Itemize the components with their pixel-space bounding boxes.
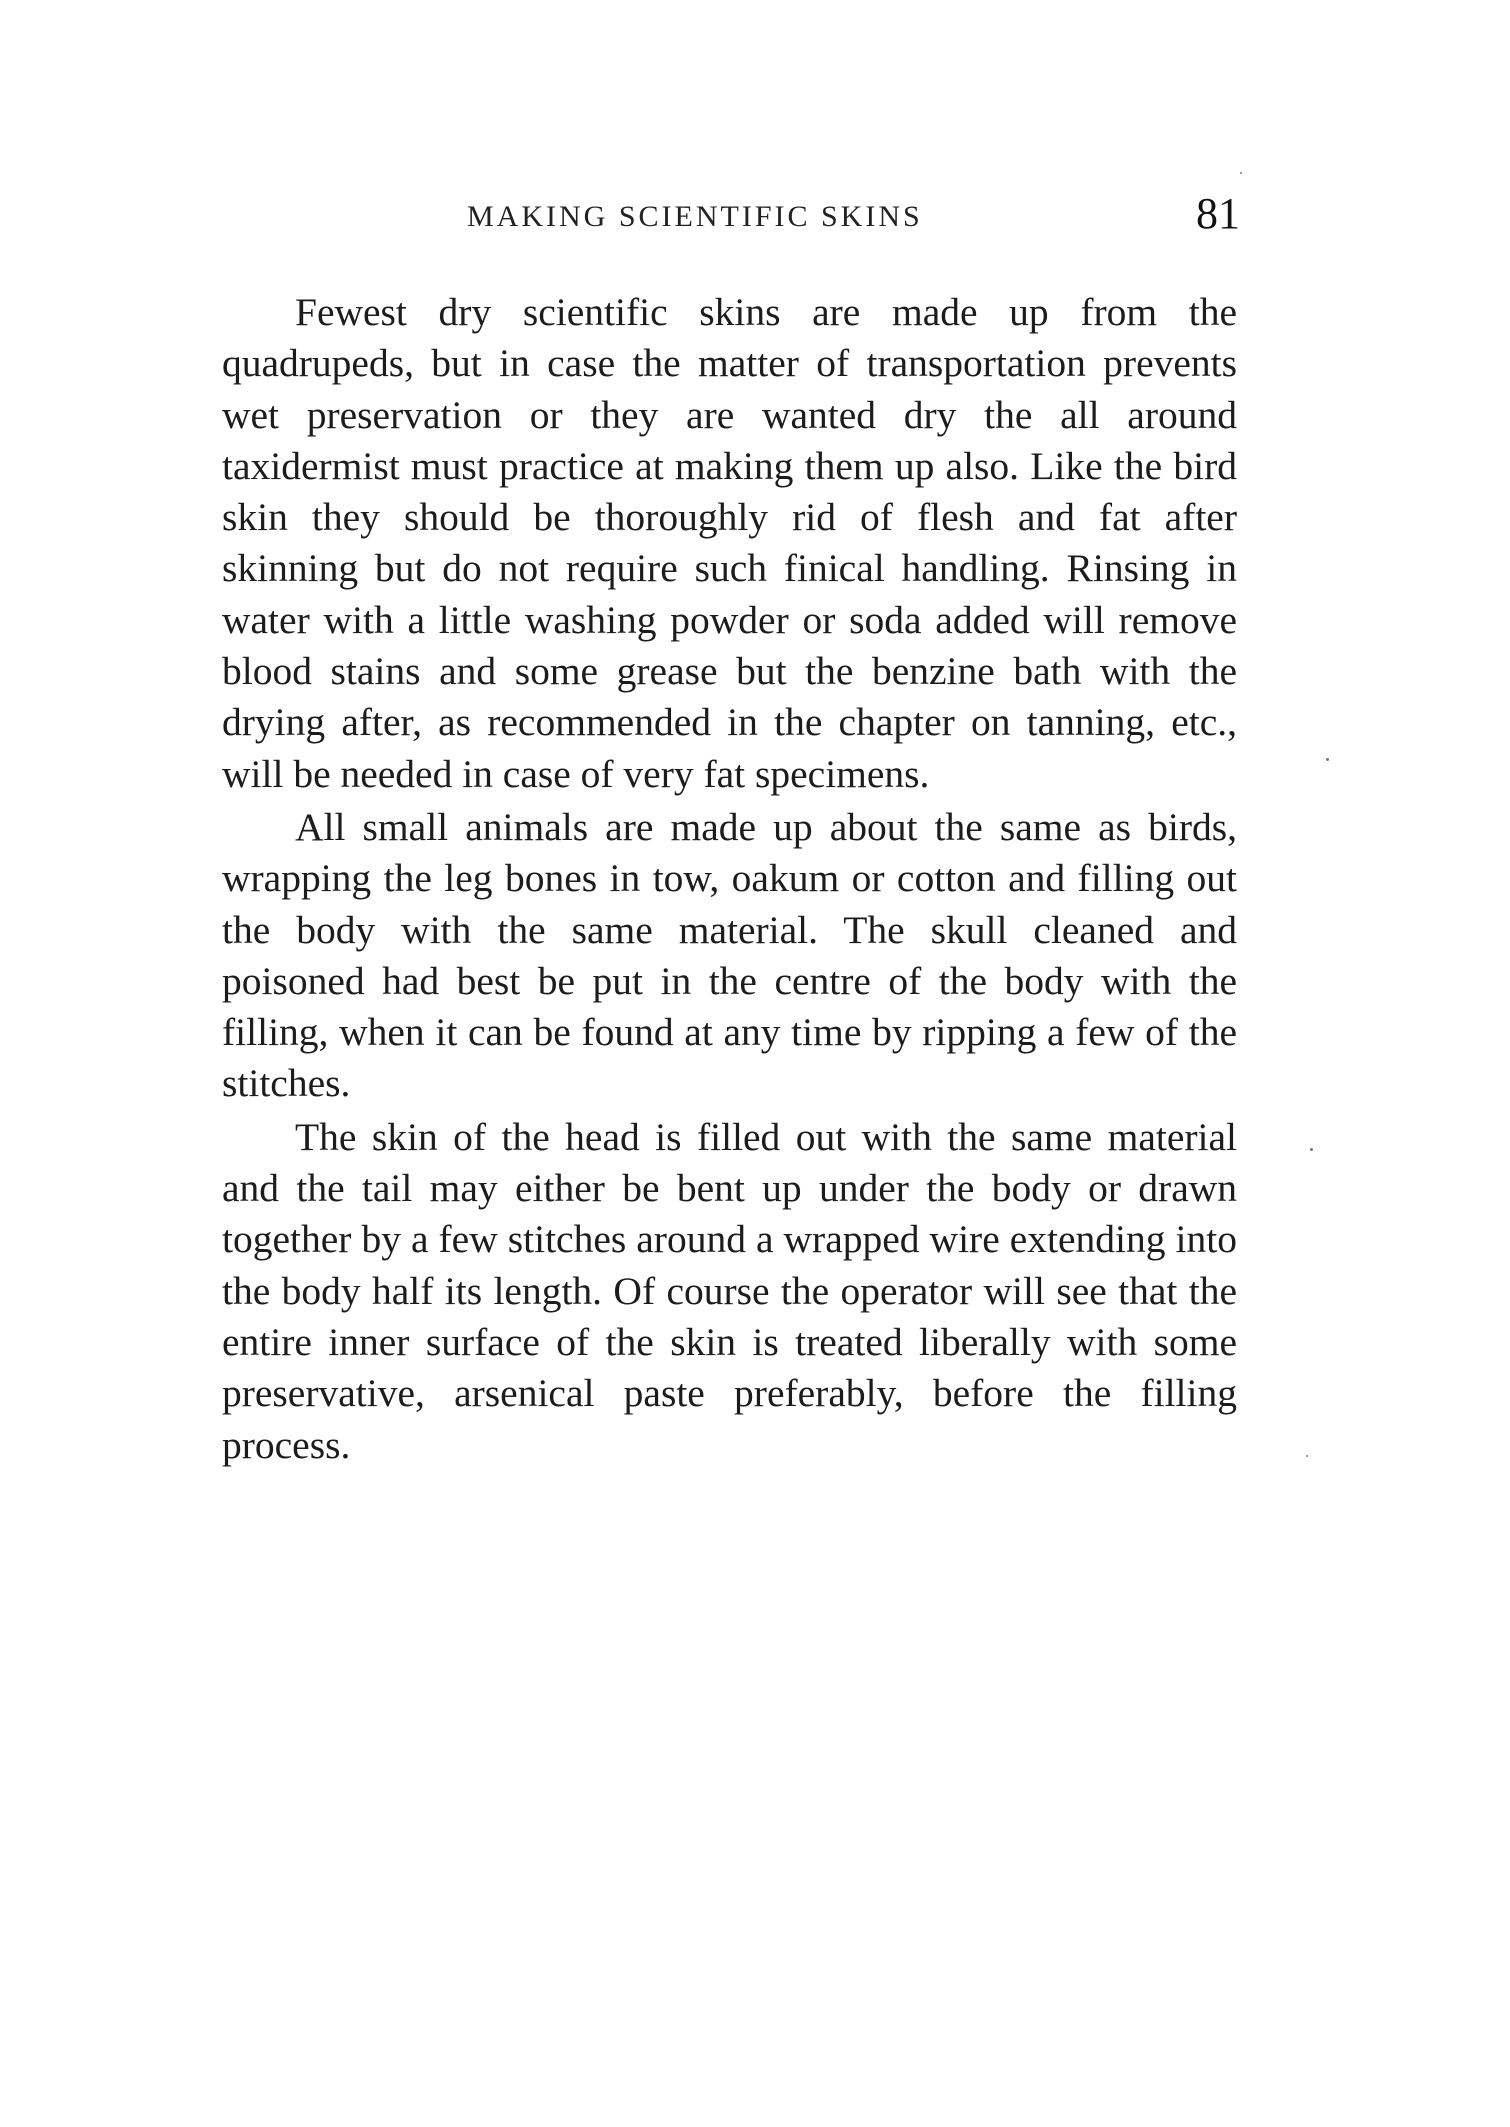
scan-speck xyxy=(1310,1148,1313,1151)
running-header xyxy=(222,188,1240,248)
page-number: 81 xyxy=(1196,189,1240,238)
paragraph-head-and-tail: The skin of the head is filled out with the same material and the tail may either be bent up under the body or drawn together by a few stitches around a wrapped wire extending into the body half its length. Of course the operator will see that the entire inner surface of the skin is treated liberally with some preservative, arsenical paste preferably, before the filling process. xyxy=(222,1114,1237,1467)
body-text xyxy=(222,287,1237,1473)
paragraph-small-animals: All small animals are made up about the same as birds, wrapping the leg bones in tow, oakum or cotton and filling out the body with the same material. The skull cleaned and poisoned had best be put in the centre of the body with the filling, when it can be found at any time by ripping a few of the stitches. xyxy=(222,804,1237,1106)
paragraph-quadruped-skins: Fewest dry scientific skins are made up from the quadrupeds, but in case the matter of transportation prevents wet preservation or they are wanted dry the all around taxidermist must practice at making them up also. Like the bird skin they should be thoroughly rid of flesh and fat after skinning but do not require such finical handling. Rinsing in water with a little washing powder or soda added will remove blood stains and some grease but the benzine bath with the drying after, as recommended in the chapter on tanning, etc., will be needed in case of very fat specimens. xyxy=(222,290,1237,796)
scan-speck xyxy=(1306,1455,1308,1457)
scan-speck xyxy=(1240,172,1242,174)
running-title: MAKING SCIENTIFIC SKINS xyxy=(467,200,923,233)
scan-speck xyxy=(1326,758,1329,761)
